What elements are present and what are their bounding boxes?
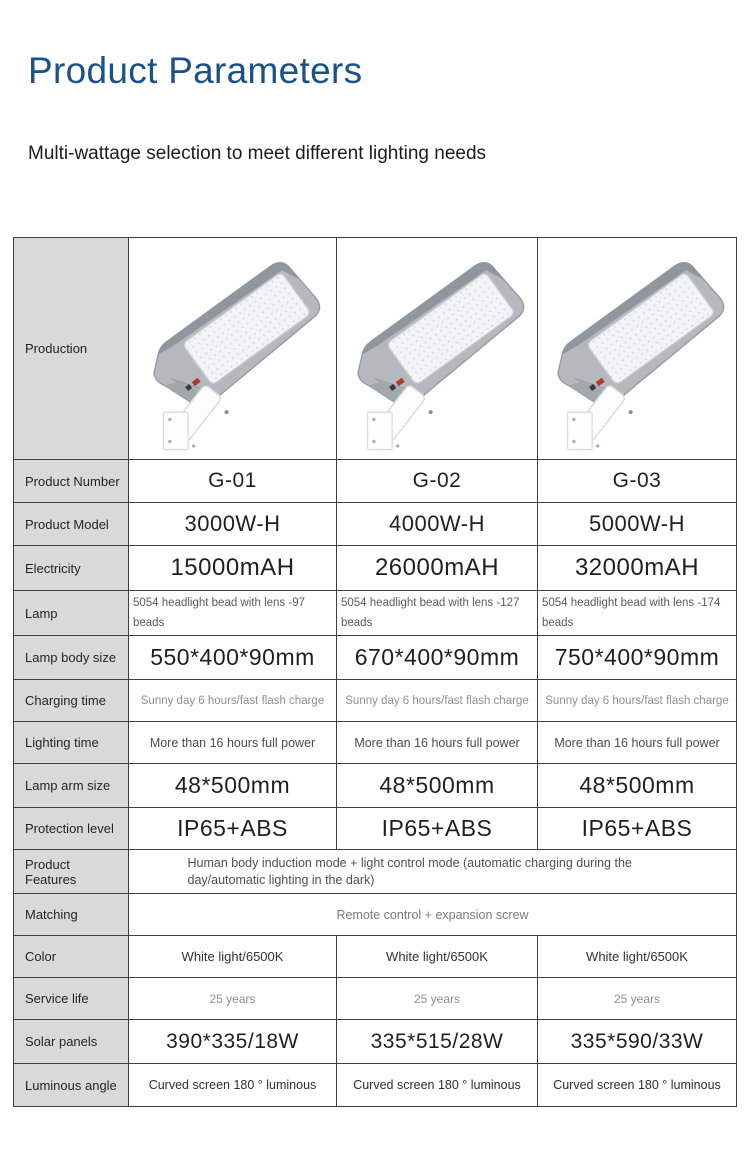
color-value: White light/6500K (538, 936, 737, 978)
row-lamp-arm-size (14, 764, 737, 808)
row-solar-panels (14, 1020, 737, 1064)
product-model-value: 4000W-H (337, 503, 538, 546)
lamp-value: 5054 headlight bead with lens -127 beads (337, 591, 538, 636)
row-label-lamp-arm-size: Lamp arm size (14, 764, 129, 808)
lamp-body-size-value: 670*400*90mm (337, 636, 538, 680)
lamp-body-size-value: 750*400*90mm (538, 636, 737, 680)
row-lighting-time (14, 722, 737, 764)
solar-panels-value: 390*335/18W (129, 1020, 337, 1064)
row-label-service-life: Service life (14, 978, 129, 1020)
row-charging-time (14, 680, 737, 722)
row-label-product-features: Product Features (14, 850, 129, 894)
row-label-production: Production (14, 238, 129, 460)
product-number-value: G-01 (129, 460, 337, 503)
service-life-value: 25 years (337, 978, 538, 1020)
row-product-features (14, 850, 737, 894)
production-cell-g02 (337, 238, 538, 460)
row-label-electricity: Electricity (14, 546, 129, 591)
row-label-lamp: Lamp (14, 591, 129, 636)
row-label-color: Color (14, 936, 129, 978)
product-model-value: 3000W-H (129, 503, 337, 546)
row-service-life (14, 978, 737, 1020)
row-label-solar-panels: Solar panels (14, 1020, 129, 1064)
luminous-angle-value: Curved screen 180 ° luminous (129, 1064, 337, 1107)
row-label-protection-level: Protection level (14, 808, 129, 850)
row-label-product-model: Product Model (14, 503, 129, 546)
street-light-image (341, 248, 533, 452)
lighting-time-value: More than 16 hours full power (538, 722, 737, 764)
row-product-model (14, 503, 737, 546)
row-label-luminous-angle: Luminous angle (14, 1064, 129, 1107)
spec-table (13, 237, 737, 1107)
electricity-value: 15000mAH (129, 546, 337, 591)
street-light-image (541, 248, 733, 452)
product-number-value: G-02 (337, 460, 538, 503)
lamp-arm-size-value: 48*500mm (337, 764, 538, 808)
row-production (14, 238, 737, 460)
street-light-image (137, 248, 329, 452)
protection-level-value: IP65+ABS (129, 808, 337, 850)
product-features-text: Human body induction mode + light control mode (automatic charging during the day/automatic lighting in the dark) (187, 855, 632, 887)
solar-panels-value: 335*590/33W (538, 1020, 737, 1064)
charging-time-value: Sunny day 6 hours/fast flash charge (538, 680, 737, 722)
page-subtitle: Multi-wattage selection to meet different lighting needs (28, 143, 487, 164)
product-features-cell (129, 850, 737, 894)
production-cell-g01 (129, 238, 337, 460)
luminous-angle-value: Curved screen 180 ° luminous (538, 1064, 737, 1107)
lamp-value: 5054 headlight bead with lens -174 beads (538, 591, 737, 636)
page-title: Product Parameters (28, 50, 363, 91)
row-label-matching: Matching (14, 894, 129, 936)
row-electricity (14, 546, 737, 591)
row-lamp (14, 591, 737, 636)
row-label-lighting-time: Lighting time (14, 722, 129, 764)
row-matching (14, 894, 737, 936)
luminous-angle-value: Curved screen 180 ° luminous (337, 1064, 538, 1107)
row-lamp-body-size (14, 636, 737, 680)
row-luminous-angle (14, 1064, 737, 1107)
row-label-charging-time: Charging time (14, 680, 129, 722)
product-model-value: 5000W-H (538, 503, 737, 546)
row-product-number (14, 460, 737, 503)
product-number-value: G-03 (538, 460, 737, 503)
service-life-value: 25 years (538, 978, 737, 1020)
electricity-value: 26000mAH (337, 546, 538, 591)
solar-panels-value: 335*515/28W (337, 1020, 538, 1064)
lamp-body-size-value: 550*400*90mm (129, 636, 337, 680)
production-cell-g03 (538, 238, 737, 460)
row-protection-level (14, 808, 737, 850)
protection-level-value: IP65+ABS (538, 808, 737, 850)
service-life-value: 25 years (129, 978, 337, 1020)
row-label-product-number: Product Number (14, 460, 129, 503)
color-value: White light/6500K (129, 936, 337, 978)
row-color (14, 936, 737, 978)
charging-time-value: Sunny day 6 hours/fast flash charge (337, 680, 538, 722)
charging-time-value: Sunny day 6 hours/fast flash charge (129, 680, 337, 722)
electricity-value: 32000mAH (538, 546, 737, 591)
matching-value: Remote control + expansion screw (129, 894, 737, 936)
lighting-time-value: More than 16 hours full power (337, 722, 538, 764)
lamp-arm-size-value: 48*500mm (129, 764, 337, 808)
lamp-arm-size-value: 48*500mm (538, 764, 737, 808)
color-value: White light/6500K (337, 936, 538, 978)
protection-level-value: IP65+ABS (337, 808, 538, 850)
lighting-time-value: More than 16 hours full power (129, 722, 337, 764)
lamp-value: 5054 headlight bead with lens -97 beads (129, 591, 337, 636)
row-label-lamp-body-size: Lamp body size (14, 636, 129, 680)
